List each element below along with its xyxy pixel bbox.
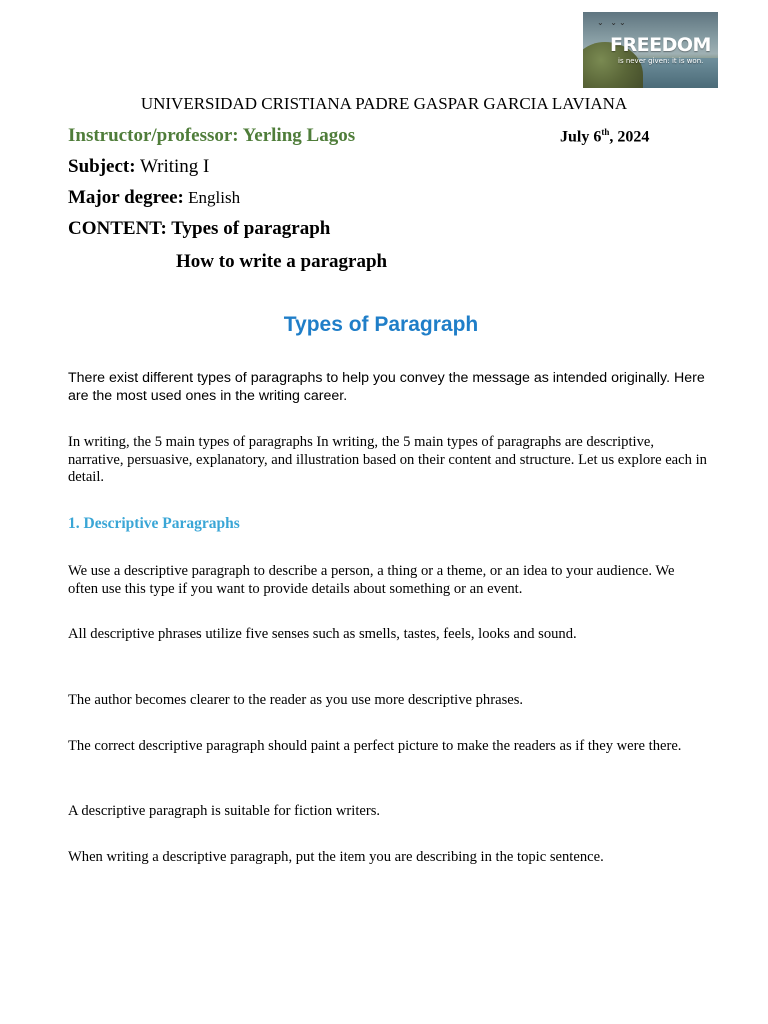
content-line — [68, 218, 330, 240]
content-value: Types of paragraph — [166, 218, 331, 239]
birds-graphic: ⌄ ⌄⌄ — [597, 18, 628, 27]
subject-label: Subject: — [68, 156, 136, 177]
instructor-line: Instructor/professor: Yerling Lagos — [68, 125, 356, 146]
descriptive-paragraph-5: A descriptive paragraph is suitable for fiction writers. — [68, 803, 381, 819]
university-name: UNIVERSIDAD CRISTIANA PADRE GASPAR GARCIA LAVIANA — [140, 94, 628, 113]
overview-paragraph: In writing, the 5 main types of paragraphs In writing, the 5 main types of paragraphs are descriptive, narrative, persuasive, explanatory, and illustration based on their content and structure. Let us explore each in detail. — [68, 434, 707, 485]
freedom-banner-image — [583, 12, 718, 88]
descriptive-paragraph-4: The correct descriptive paragraph should paint a perfect picture to make the readers as if they were there. — [68, 738, 682, 754]
subject-line — [68, 156, 209, 178]
intro-paragraph: There exist different types of paragraphs to help you convey the message as intended originally. Here are the most used ones in the writing career. — [68, 370, 705, 404]
major-line — [68, 187, 240, 209]
descriptive-paragraph-1: We use a descriptive paragraph to describe a person, a thing or a theme, or an idea to your audience. We often use this type if you want to provide details about something or an event. — [68, 563, 675, 597]
major-label: Major degree: — [68, 187, 184, 208]
descriptive-paragraph-6: When writing a descriptive paragraph, put the item you are describing in the topic sentence. — [68, 849, 604, 865]
content-line-2: How to write a paragraph — [176, 251, 388, 272]
date-suffix: , 2024 — [609, 128, 650, 146]
descriptive-paragraph-2: All descriptive phrases utilize five senses such as smells, tastes, feels, looks and sound. — [68, 626, 577, 642]
major-value: English — [183, 188, 241, 207]
banner-subtitle: is never given: it is won. — [618, 57, 704, 65]
subject-value: Writing I — [135, 156, 210, 177]
date-ordinal: th — [601, 127, 610, 137]
banner-title: FREEDOM — [610, 34, 711, 56]
article-title: Types of Paragraph — [283, 313, 479, 336]
section-heading-descriptive: 1. Descriptive Paragraphs — [68, 515, 240, 532]
content-label: CONTENT: — [68, 218, 167, 239]
date-prefix: July 6 — [560, 128, 602, 146]
descriptive-paragraph-3: The author becomes clearer to the reader as you use more descriptive phrases. — [68, 692, 524, 708]
document-date — [560, 127, 649, 146]
